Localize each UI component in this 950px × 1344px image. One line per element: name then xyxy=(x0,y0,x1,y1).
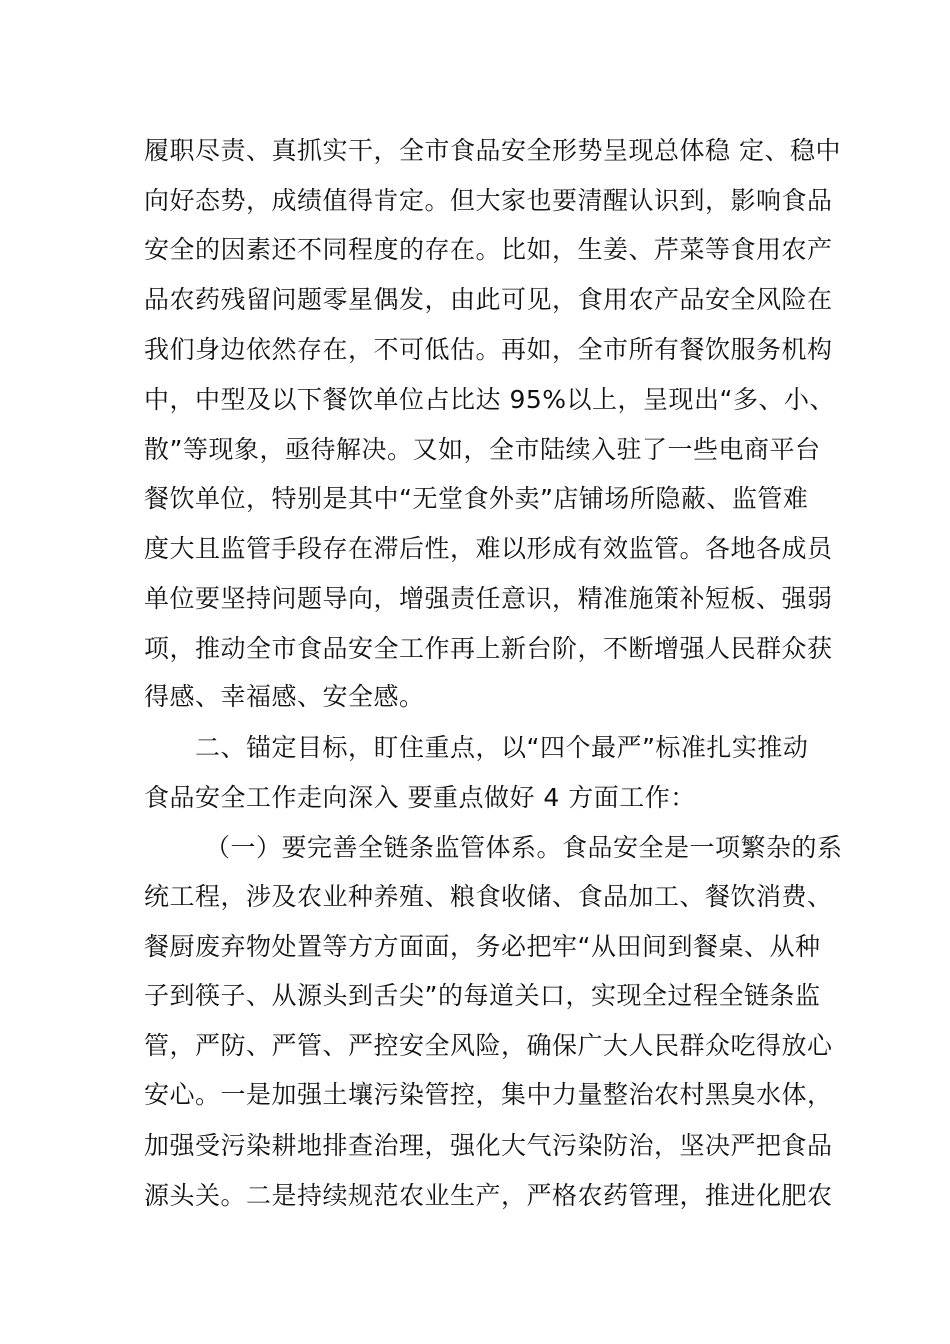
body-text-line: 我们身边依然存在，不可低估。再如，全市所有餐饮服务机构 xyxy=(144,335,833,364)
body-text-line: 子到筷子、从源头到舌尖”的每道关口，实现全过程全链条监 xyxy=(144,981,821,1010)
body-text-line: 得感、幸福感、安全感。 xyxy=(144,682,425,711)
body-text-line: 单位要坚持问题导向，增强责任意识，精准施策补短板、强弱 xyxy=(144,584,833,613)
body-text-line: 散”等现象，亟待解决。又如，全市陆续入驻了一些电商平台 xyxy=(144,435,821,464)
section-heading-line: 食品安全工作走向深入 要重点做好 4 方面工作： xyxy=(144,783,696,812)
body-text-line: 安全的因素还不同程度的存在。比如，生姜、芹菜等食用农产 xyxy=(144,235,833,264)
section-heading-line: 二、锚定目标，盯住重点，以“四个最严”标准扎实推动 xyxy=(195,733,809,762)
body-text-line: 统工程，涉及农业种养殖、粮食收储、食品加工、餐饮消费、 xyxy=(144,882,833,911)
subsection-heading-line: （一）要完善全链条监管体系。食品安全是一项繁杂的系 xyxy=(205,833,843,862)
body-text-line: 品农药残留问题零星偶发，由此可见，食用农产品安全风险在 xyxy=(144,285,833,314)
body-text-line: 管，严防、严管、严控安全风险，确保广大人民群众吃得放心 xyxy=(144,1031,833,1060)
body-text-line: 项，推动全市食品安全工作再上新台阶，不断增强人民群众获 xyxy=(144,634,833,663)
body-text-line: 餐饮单位，特别是其中“无堂食外卖”店铺场所隐蔽、监管难 xyxy=(144,484,809,513)
body-text-line: 安心。一是加强土壤污染管控，集中力量整治农村黑臭水体， xyxy=(144,1080,833,1109)
body-text-line: 履职尽责、真抓实干，全市食品安全形势呈现总体稳 定、稳中 xyxy=(144,136,841,165)
body-text-line: 度大且监管手段存在滞后性，难以形成有效监管。各地各成员 xyxy=(144,534,833,563)
body-text-line: 餐厨废弃物处置等方方面面，务必把牢“从田间到餐桌、从种 xyxy=(144,932,821,961)
body-text-line: 源头关。二是持续规范农业生产，严格农药管理，推进化肥农 xyxy=(144,1181,833,1210)
body-text-line: 加强受污染耕地排查治理，强化大气污染防治，坚决严把食品 xyxy=(144,1131,833,1160)
body-text-line: 中，中型及以下餐饮单位占比达 95%以上，呈现出“多、小、 xyxy=(144,385,835,414)
body-text-line: 向好态势，成绩值得肯定。但大家也要清醒认识到，影响食品 xyxy=(144,186,833,215)
